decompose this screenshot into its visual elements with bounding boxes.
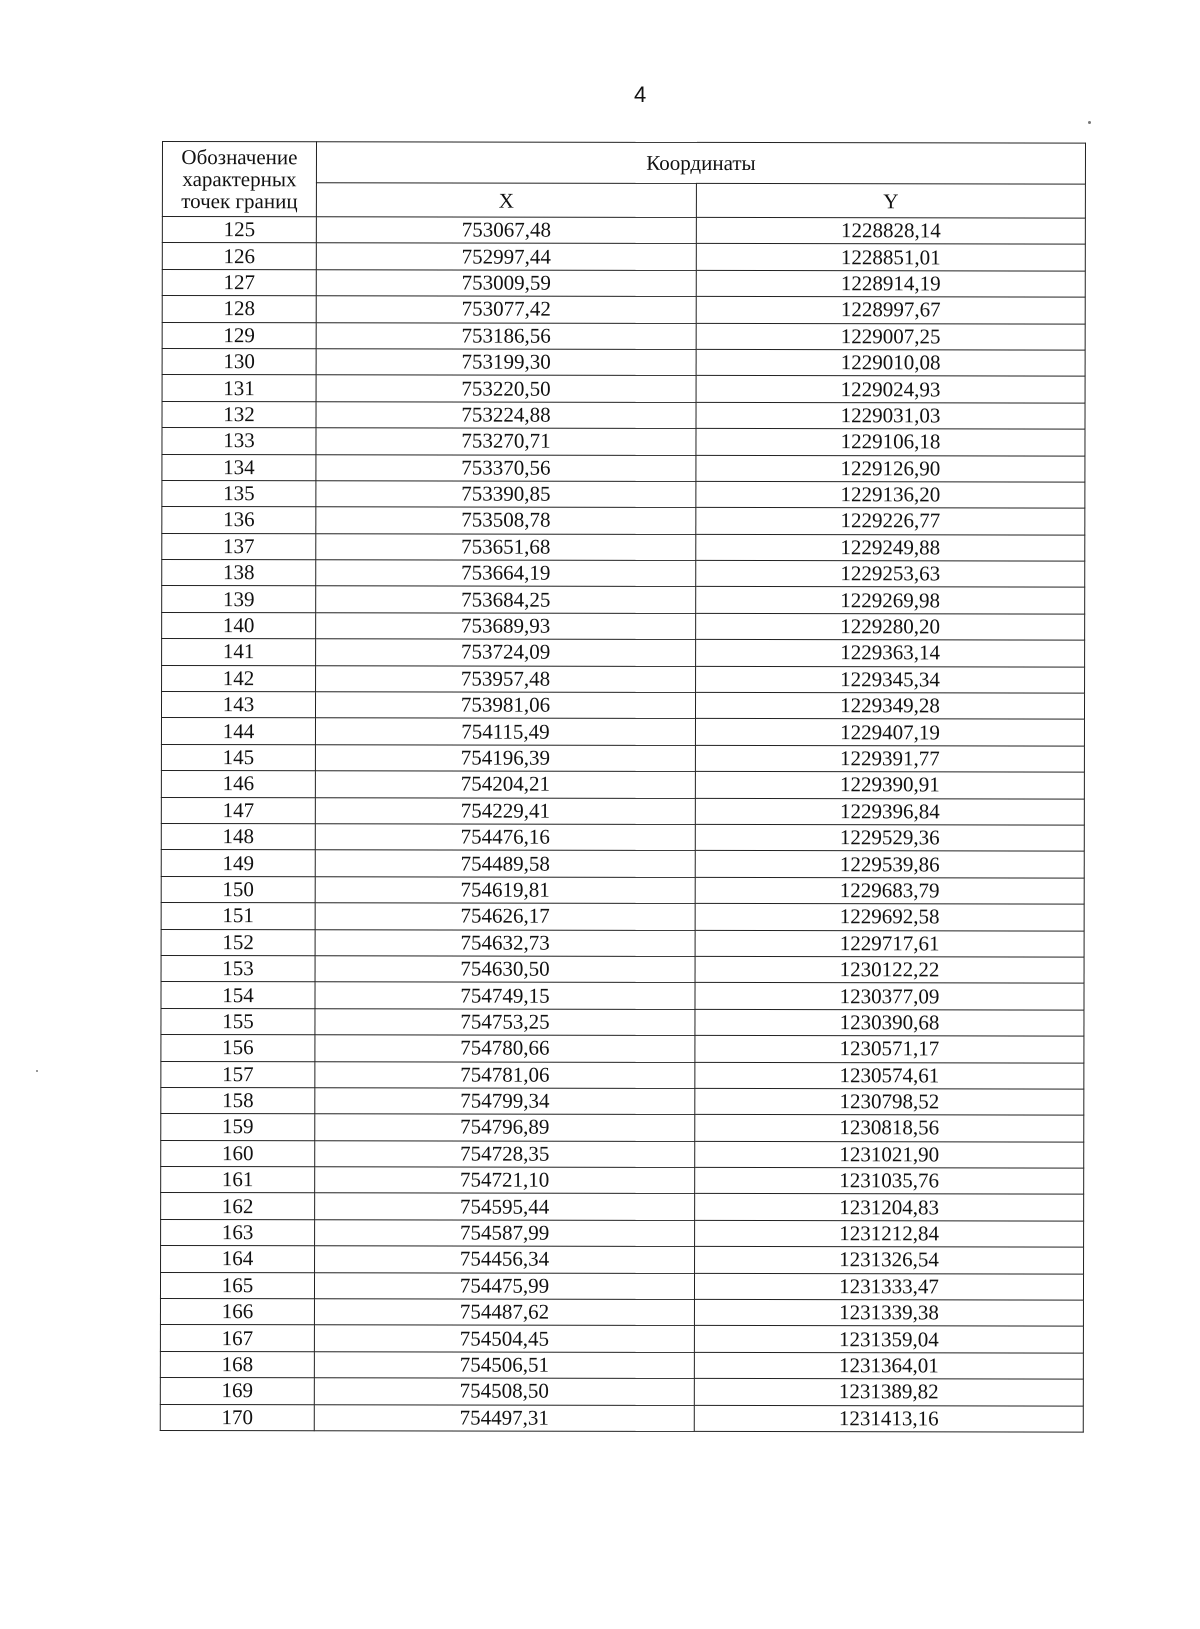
table-row: [162, 560, 1085, 588]
point-cell: 133: [162, 428, 316, 455]
point-cell: 134: [162, 454, 316, 481]
point-cell: 146: [161, 771, 315, 798]
x-coordinate-cell: 753651,68: [316, 533, 696, 560]
x-coordinate-cell: 753220,50: [316, 375, 696, 402]
x-coordinate-cell: 754626,17: [315, 903, 695, 930]
point-cell: 127: [162, 269, 316, 296]
point-cell: 142: [162, 665, 316, 692]
y-coordinate-cell: 1229390,91: [695, 772, 1084, 799]
y-coordinate-cell: 1231212,84: [695, 1220, 1084, 1247]
y-coordinate-cell: 1229529,36: [695, 824, 1084, 851]
point-cell: 143: [161, 692, 315, 719]
point-cell: 163: [161, 1219, 315, 1246]
table-row: [161, 797, 1084, 825]
point-cell: 137: [162, 533, 316, 560]
x-coordinate-cell: 754721,10: [315, 1167, 695, 1194]
x-coordinate-cell: 753689,93: [316, 613, 696, 640]
point-cell: 156: [161, 1035, 315, 1062]
point-cell: 132: [162, 401, 316, 428]
point-cell: 154: [161, 982, 315, 1009]
table-row: [161, 744, 1084, 772]
x-coordinate-cell: 753724,09: [316, 639, 696, 666]
point-cell: 157: [161, 1061, 315, 1088]
point-cell: 139: [162, 586, 316, 613]
y-coordinate-cell: 1229010,08: [696, 349, 1085, 376]
x-coordinate-cell: 754749,15: [315, 982, 695, 1009]
table-row: [160, 1325, 1083, 1353]
point-cell: 167: [160, 1325, 314, 1352]
y-coordinate-cell: 1229683,79: [695, 877, 1084, 904]
x-coordinate-cell: 754753,25: [315, 1008, 695, 1035]
x-coordinate-cell: 754595,44: [315, 1193, 695, 1220]
x-coordinate-cell: 754487,62: [314, 1299, 694, 1326]
point-cell: 128: [162, 296, 316, 323]
y-coordinate-cell: 1231333,47: [694, 1273, 1083, 1300]
table-row: [162, 243, 1085, 271]
table-header-row: [162, 142, 1085, 185]
x-coordinate-cell: 754781,06: [315, 1061, 695, 1088]
point-cell: 153: [161, 955, 315, 982]
point-cell: 151: [161, 903, 315, 930]
table-row: [161, 1061, 1084, 1089]
table-row: [162, 401, 1085, 429]
table-row: [160, 1272, 1083, 1300]
point-cell: 149: [161, 850, 315, 877]
y-coordinate-cell: 1230377,09: [695, 983, 1084, 1010]
table-row: [162, 375, 1085, 403]
table-row: [161, 1035, 1084, 1063]
x-coordinate-cell: 754504,45: [314, 1325, 694, 1352]
table-row: [161, 718, 1084, 746]
y-coordinate-cell: 1229280,20: [696, 613, 1085, 640]
point-cell: 138: [162, 560, 316, 587]
point-cell: 129: [162, 322, 316, 349]
point-cell: 155: [161, 1008, 315, 1035]
x-coordinate-cell: 754489,58: [315, 850, 695, 877]
y-coordinate-cell: 1228828,14: [696, 217, 1085, 244]
y-coordinate-cell: 1229349,28: [695, 692, 1084, 719]
y-coordinate-cell: 1231413,16: [694, 1405, 1083, 1432]
x-coordinate-cell: 754619,81: [315, 877, 695, 904]
x-coordinate-cell: 753067,48: [316, 217, 696, 244]
table-row: [162, 586, 1085, 614]
point-cell: 131: [162, 375, 316, 402]
table-row: [161, 1087, 1084, 1115]
point-cell: 164: [161, 1246, 315, 1273]
x-coordinate-cell: 753390,85: [316, 481, 696, 508]
y-coordinate-cell: 1231021,90: [695, 1141, 1084, 1168]
page-number: 4: [634, 82, 647, 107]
table-row: [161, 903, 1084, 931]
x-coordinate-cell: 753270,71: [316, 428, 696, 455]
point-designation-header: Обозначение характерных точек границ: [162, 142, 316, 217]
table-row: [161, 955, 1084, 983]
y-coordinate-cell: 1229539,86: [695, 851, 1084, 878]
table-row: [162, 480, 1085, 508]
table-row: [162, 296, 1085, 324]
x-coordinate-cell: 753009,59: [316, 270, 696, 297]
x-coordinate-cell: 754475,99: [314, 1272, 694, 1299]
point-cell: 126: [162, 243, 316, 270]
x-coordinate-cell: 754115,49: [315, 718, 695, 745]
x-column-header: X: [316, 183, 696, 218]
table-row: [162, 269, 1085, 297]
x-coordinate-cell: 753224,88: [316, 402, 696, 429]
point-cell: 145: [161, 744, 315, 771]
y-coordinate-cell: 1230574,61: [695, 1062, 1084, 1089]
x-coordinate-cell: 754497,31: [314, 1404, 694, 1431]
y-coordinate-cell: 1228914,19: [696, 270, 1085, 297]
table-row: [160, 1404, 1083, 1432]
table-row: [162, 507, 1085, 535]
x-coordinate-cell: 752997,44: [316, 243, 696, 270]
y-coordinate-cell: 1229253,63: [696, 561, 1085, 588]
point-cell: 158: [161, 1087, 315, 1114]
point-cell: 135: [162, 480, 316, 507]
y-coordinate-cell: 1229692,58: [695, 904, 1084, 931]
table-row: [161, 876, 1084, 904]
y-coordinate-cell: 1231326,54: [695, 1247, 1084, 1274]
table-body: [160, 217, 1085, 1433]
y-coordinate-cell: 1231035,76: [695, 1167, 1084, 1194]
point-cell: 161: [161, 1167, 315, 1194]
y-coordinate-cell: 1228997,67: [696, 297, 1085, 324]
point-cell: 152: [161, 929, 315, 956]
x-coordinate-cell: 753077,42: [316, 296, 696, 323]
table-row: [161, 1219, 1084, 1247]
table-row: [161, 1114, 1084, 1142]
y-coordinate-cell: 1229345,34: [696, 666, 1085, 693]
x-coordinate-cell: 754229,41: [315, 797, 695, 824]
table-row: [161, 823, 1084, 851]
x-coordinate-cell: 753957,48: [316, 665, 696, 692]
scan-speck: [1088, 121, 1091, 124]
y-coordinate-cell: 1229717,61: [695, 930, 1084, 957]
table-row: [161, 982, 1084, 1010]
x-coordinate-cell: 754196,39: [315, 745, 695, 772]
point-cell: 162: [161, 1193, 315, 1220]
y-coordinate-cell: 1229106,18: [696, 429, 1085, 456]
point-cell: 147: [161, 797, 315, 824]
x-coordinate-cell: 753684,25: [316, 586, 696, 613]
x-coordinate-cell: 754796,89: [315, 1114, 695, 1141]
coordinates-table: [160, 141, 1086, 1433]
y-coordinate-cell: 1229024,93: [696, 376, 1085, 403]
y-coordinate-cell: 1230122,22: [695, 956, 1084, 983]
table-row: [161, 692, 1084, 720]
y-coordinate-cell: 1230571,17: [695, 1036, 1084, 1063]
point-cell: 141: [162, 639, 316, 666]
x-coordinate-cell: 753199,30: [316, 349, 696, 376]
point-cell: 140: [162, 612, 316, 639]
x-coordinate-cell: 753981,06: [315, 692, 695, 719]
y-coordinate-cell: 1230390,68: [695, 1009, 1084, 1036]
table-row: [162, 612, 1085, 640]
table-row: [162, 348, 1085, 376]
point-cell: 150: [161, 876, 315, 903]
point-cell: 160: [161, 1140, 315, 1167]
y-coordinate-cell: 1229126,90: [696, 455, 1085, 482]
table-row: [160, 1378, 1083, 1406]
point-cell: 144: [161, 718, 315, 745]
x-coordinate-cell: 753508,78: [316, 507, 696, 534]
y-coordinate-cell: 1229396,84: [695, 798, 1084, 825]
y-coordinate-cell: 1231389,82: [694, 1379, 1083, 1406]
table-row: [162, 639, 1085, 667]
point-cell: 166: [160, 1299, 314, 1326]
table-row: [161, 850, 1084, 878]
point-cell: 125: [162, 217, 316, 244]
y-column-header: Y: [696, 183, 1085, 218]
point-cell: 130: [162, 348, 316, 375]
y-coordinate-cell: 1231364,01: [694, 1352, 1083, 1379]
point-cell: 148: [161, 823, 315, 850]
x-coordinate-cell: 754204,21: [315, 771, 695, 798]
y-coordinate-cell: 1230798,52: [695, 1088, 1084, 1115]
table-row: [162, 428, 1085, 456]
x-coordinate-cell: 754476,16: [315, 824, 695, 851]
x-coordinate-cell: 754728,35: [315, 1140, 695, 1167]
x-coordinate-cell: 754456,34: [315, 1246, 695, 1273]
y-coordinate-cell: 1229226,77: [696, 508, 1085, 535]
y-coordinate-cell: 1229249,88: [696, 534, 1085, 561]
y-coordinate-cell: 1229363,14: [696, 640, 1085, 667]
y-coordinate-cell: 1229007,25: [696, 323, 1085, 350]
point-cell: 170: [160, 1404, 314, 1431]
point-cell: 159: [161, 1114, 315, 1141]
y-coordinate-cell: 1231339,38: [694, 1299, 1083, 1326]
x-coordinate-cell: 753186,56: [316, 322, 696, 349]
scan-speck: [36, 1070, 38, 1072]
y-coordinate-cell: 1229269,98: [696, 587, 1085, 614]
table-row: [161, 1167, 1084, 1195]
table-row: [162, 217, 1085, 245]
table-row: [161, 771, 1084, 799]
table-row: [161, 1008, 1084, 1036]
x-coordinate-cell: 753664,19: [316, 560, 696, 587]
x-coordinate-cell: 754630,50: [315, 956, 695, 983]
point-cell: 168: [160, 1351, 314, 1378]
table-row: [161, 1193, 1084, 1221]
table-row: [160, 1351, 1083, 1379]
x-coordinate-cell: 753370,56: [316, 454, 696, 481]
table-row: [160, 1299, 1083, 1327]
x-coordinate-cell: 754780,66: [315, 1035, 695, 1062]
point-cell: 136: [162, 507, 316, 534]
x-coordinate-cell: 754632,73: [315, 929, 695, 956]
y-coordinate-cell: 1228851,01: [696, 244, 1085, 271]
table-row: [162, 454, 1085, 482]
table-row: [162, 322, 1085, 350]
table-row: [162, 533, 1085, 561]
y-coordinate-cell: 1231359,04: [694, 1326, 1083, 1353]
y-coordinate-cell: 1231204,83: [695, 1194, 1084, 1221]
table-row: [162, 665, 1085, 693]
table-row: [161, 1246, 1084, 1274]
y-coordinate-cell: 1229391,77: [695, 745, 1084, 772]
x-coordinate-cell: 754508,50: [314, 1378, 694, 1405]
point-cell: 169: [160, 1378, 314, 1405]
x-coordinate-cell: 754587,99: [315, 1220, 695, 1247]
table-row: [161, 1140, 1084, 1168]
y-coordinate-cell: 1230818,56: [695, 1115, 1084, 1142]
x-coordinate-cell: 754506,51: [314, 1352, 694, 1379]
y-coordinate-cell: 1229407,19: [695, 719, 1084, 746]
coordinates-header: Координаты: [316, 142, 1085, 184]
table-row: [161, 929, 1084, 957]
x-coordinate-cell: 754799,34: [315, 1088, 695, 1115]
y-coordinate-cell: 1229031,03: [696, 402, 1085, 429]
point-cell: 165: [160, 1272, 314, 1299]
y-coordinate-cell: 1229136,20: [696, 481, 1085, 508]
